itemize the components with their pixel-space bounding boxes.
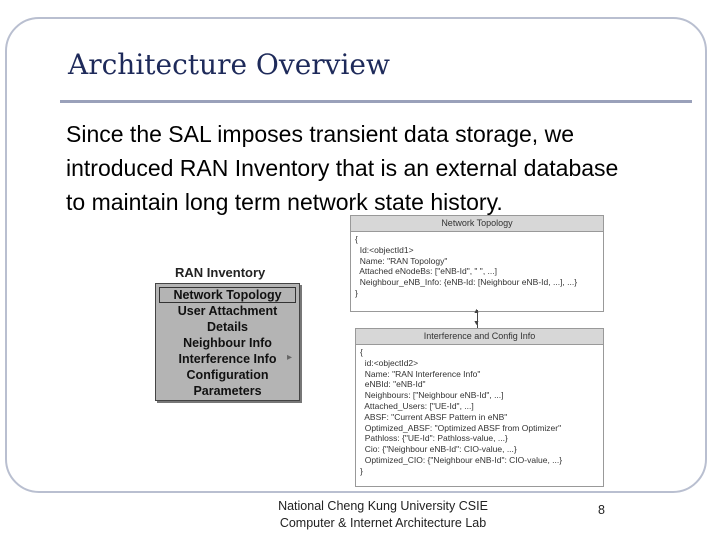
- panel-header: Interference and Config Info: [356, 329, 603, 345]
- inventory-item: Network Topology: [159, 287, 296, 303]
- interference-config-panel: [355, 328, 604, 487]
- inventory-item: Details: [207, 320, 248, 334]
- code-line: Name: "RAN Interference Info": [360, 368, 481, 379]
- page-number: 8: [598, 503, 605, 517]
- footer-line-lab: Computer & Internet Architecture Lab: [279, 516, 487, 530]
- inventory-item: User Attachment: [177, 304, 278, 318]
- code-line: eNBId: "eNB-Id": [360, 379, 426, 390]
- inventory-item: Neighbour Info: [183, 336, 272, 350]
- code-line: Attached_Users: ["UE-Id", ...]: [360, 400, 474, 411]
- code-line: Id:<objectId1>: [355, 244, 414, 255]
- panel-header: Network Topology: [351, 216, 603, 232]
- title-divider: [60, 100, 692, 103]
- ran-inventory-label: RAN Inventory: [175, 265, 266, 280]
- panel-code: [356, 345, 603, 479]
- inventory-item: Interference Info: [178, 352, 277, 366]
- slide-title: Architecture Overview: [68, 48, 390, 81]
- footer-line-university: National Cheng Kung University CSIE: [278, 499, 488, 513]
- code-line: {: [360, 347, 363, 357]
- code-line: ABSF: "Current ABSF Pattern in eNB": [360, 411, 508, 422]
- ran-inventory-box: [155, 283, 300, 401]
- footer: [258, 498, 508, 532]
- code-line: Attached eNodeBs: ["eNB-Id", " ", ...]: [355, 266, 497, 277]
- panel-code: [351, 232, 603, 301]
- arrow-down-icon: ▼: [473, 320, 480, 327]
- arrow-up-icon: ▲: [473, 308, 480, 315]
- code-line: Cio: {"Neighbour eNB-Id": CIO-value, ...}: [360, 444, 517, 455]
- code-line: Neighbour_eNB_Info: {eNB-Id: [Neighbour eNB-Id, ...], ...}: [355, 277, 578, 288]
- code-line: Neighbours: ["Neighbour eNB-Id", ...]: [360, 390, 504, 401]
- arrow-right-icon: ▸: [287, 352, 293, 363]
- inventory-item: Configuration: [186, 368, 269, 382]
- code-line: }: [360, 465, 363, 476]
- inventory-item: Parameters: [193, 384, 262, 398]
- code-line: Optimized_ABSF: "Optimized ABSF from Optimizer": [360, 422, 562, 433]
- network-topology-panel: [350, 215, 604, 312]
- code-line: id:<objectId2>: [360, 357, 419, 368]
- code-line: {: [355, 234, 358, 244]
- code-line: Name: "RAN Topology": [355, 255, 448, 266]
- slide-body-text: Since the SAL imposes transient data storage, we introduced RAN Inventory that is an external database to maintain long term network state history.: [66, 121, 619, 215]
- code-line: Pathloss: {"UE-Id": Pathloss-value, ...}: [360, 433, 508, 444]
- code-line: Optimized_CIO: {"Neighbour eNB-Id": CIO-value, ...}: [360, 454, 563, 465]
- code-line: }: [355, 287, 358, 298]
